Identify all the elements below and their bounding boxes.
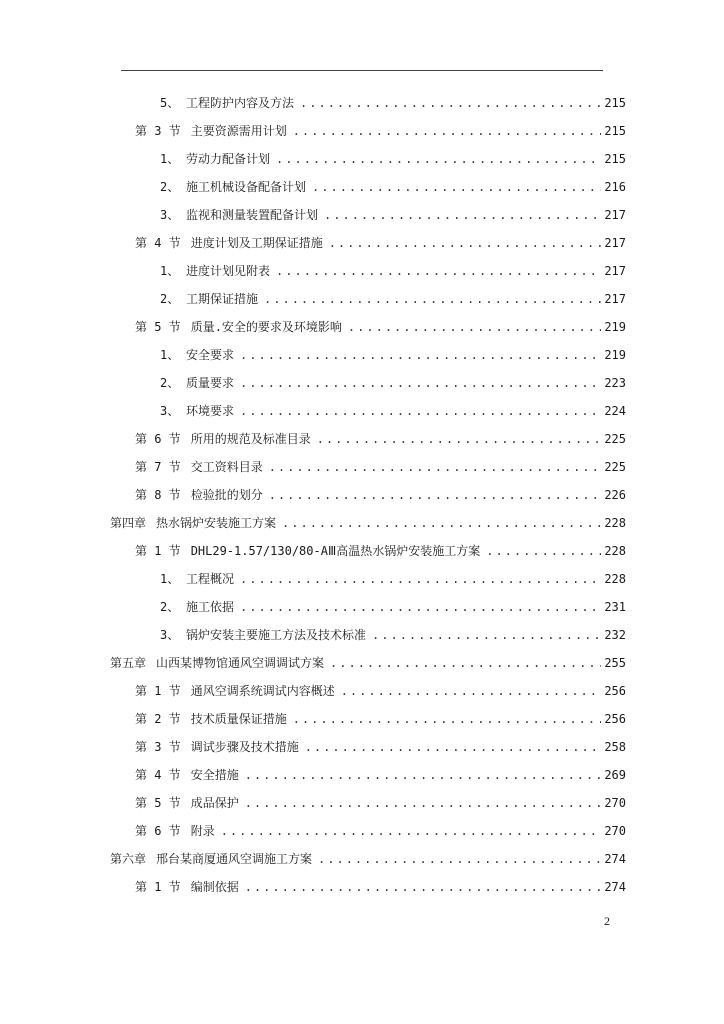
toc-entry-page: 216 <box>604 180 626 194</box>
toc-entry[interactable] <box>135 453 626 481</box>
toc-entry-page: 225 <box>604 432 626 446</box>
toc-entry-number: 第五章 <box>110 656 147 670</box>
toc-entry-number: 第 4 节 <box>135 768 181 782</box>
toc-entry-number: 1、 <box>160 348 180 362</box>
toc-entry-page: 226 <box>604 488 626 502</box>
toc-entry-page: 219 <box>604 320 626 334</box>
toc-entry-number: 2、 <box>160 180 180 194</box>
toc-entry-title: 锅炉安装主要施工方法及技术标准 <box>186 628 367 642</box>
toc-entry-page: 231 <box>604 600 626 614</box>
toc-entry[interactable] <box>160 145 626 173</box>
toc-dot-leader <box>240 565 601 593</box>
toc-entry-page: 255 <box>604 656 626 670</box>
toc-entry-number: 第 3 节 <box>135 124 181 138</box>
toc-entry-title: 质量要求 <box>186 376 235 390</box>
toc-entry-title: 工程概况 <box>186 572 235 586</box>
toc-entry-title: 施工机械设备配备计划 <box>186 180 307 194</box>
toc-entry-number: 第 1 节 <box>135 684 181 698</box>
page-number: 2 <box>604 914 610 928</box>
toc-entry[interactable] <box>135 677 626 705</box>
toc-dot-leader <box>341 677 602 705</box>
toc-entry[interactable] <box>110 845 626 873</box>
toc-entry-page: 215 <box>604 96 626 110</box>
toc-dot-leader <box>372 621 601 649</box>
toc-entry[interactable] <box>160 621 626 649</box>
toc-entry-page: 225 <box>604 460 626 474</box>
toc-entry-page: 232 <box>604 628 626 642</box>
toc-entry-number: 2、 <box>160 376 180 390</box>
toc-dot-leader <box>221 817 602 845</box>
toc-dot-leader <box>486 537 601 565</box>
toc-entry-title: 通风空调系统调试内容概述 <box>190 684 335 698</box>
toc-entry-number: 1、 <box>160 572 180 586</box>
toc-entry[interactable] <box>160 201 626 229</box>
toc-entry[interactable] <box>135 313 626 341</box>
toc-entry[interactable] <box>135 481 626 509</box>
toc-entry-title: 技术质量保证措施 <box>190 712 287 726</box>
toc-dot-leader <box>269 453 602 481</box>
toc-entry-title: 检验批的划分 <box>190 488 263 502</box>
toc-entry-page: 215 <box>604 152 626 166</box>
toc-entry-title: 监视和测量装置配备计划 <box>186 208 319 222</box>
toc-entry-title: 劳动力配备计划 <box>186 152 271 166</box>
toc-entry-title: 主要资源需用计划 <box>190 124 287 138</box>
toc-entry-number: 第 2 节 <box>135 712 181 726</box>
toc-dot-leader <box>276 257 601 285</box>
toc-dot-leader <box>300 89 601 117</box>
toc-entry-number: 第 6 节 <box>135 824 181 838</box>
toc-entry-title: 工期保证措施 <box>186 292 259 306</box>
toc-entry-number: 1、 <box>160 264 180 278</box>
toc-entry-title: 调试步骤及技术措施 <box>190 740 299 754</box>
toc-entry-number: 第四章 <box>110 516 147 530</box>
toc-entry[interactable] <box>160 369 626 397</box>
toc-entry[interactable] <box>110 509 626 537</box>
toc-entry-title: 质量.安全的要求及环境影响 <box>190 320 342 334</box>
toc-entry-number: 3、 <box>160 628 180 642</box>
toc-entry-page: 270 <box>604 824 626 838</box>
toc-dot-leader <box>312 173 601 201</box>
toc-entry[interactable] <box>160 593 626 621</box>
toc-entry-page: 217 <box>604 264 626 278</box>
toc-entry[interactable] <box>160 89 626 117</box>
toc-entry[interactable] <box>135 537 626 565</box>
toc-entry-page: 258 <box>604 740 626 754</box>
toc-entry-page: 274 <box>604 852 626 866</box>
toc-entry-page: 223 <box>604 376 626 390</box>
toc-entry-page: 228 <box>604 516 626 530</box>
toc-dot-leader <box>282 509 601 537</box>
toc-dot-leader <box>293 117 602 145</box>
toc-entry-title: 山西某博物馆通风空调调试方案 <box>156 656 325 670</box>
toc-entry[interactable] <box>160 285 626 313</box>
toc-entry-title: 工程防护内容及方法 <box>186 96 295 110</box>
toc-entry-number: 第 5 节 <box>135 796 181 810</box>
toc-entry-title: 成品保护 <box>190 796 239 810</box>
toc-dot-leader <box>264 285 601 313</box>
toc-entry-number: 第 3 节 <box>135 740 181 754</box>
toc-dot-leader <box>245 873 602 901</box>
toc-entry-title: 安全要求 <box>186 348 235 362</box>
toc-entry[interactable] <box>135 117 626 145</box>
toc-dot-leader <box>245 789 602 817</box>
toc-entry-number: 第六章 <box>110 852 147 866</box>
toc-entry[interactable] <box>160 257 626 285</box>
toc-entry-title: 安全措施 <box>190 768 239 782</box>
toc-entry-page: 270 <box>604 796 626 810</box>
toc-entry-number: 1、 <box>160 152 180 166</box>
toc-entry-page: 219 <box>604 348 626 362</box>
toc-entry-page: 217 <box>604 236 626 250</box>
toc-dot-leader <box>317 425 602 453</box>
toc-entry[interactable] <box>135 873 626 901</box>
toc-entry-title: 交工资料目录 <box>190 460 263 474</box>
toc-dot-leader <box>329 229 602 257</box>
toc-dot-leader <box>240 341 601 369</box>
toc-entry-title: DHL29-1.57/130/80-AⅢ高温热水锅炉安装施工方案 <box>190 544 481 558</box>
toc-entry-page: 228 <box>604 544 626 558</box>
toc-entry-number: 5、 <box>160 96 180 110</box>
toc-dot-leader <box>293 705 602 733</box>
toc-entry-number: 3、 <box>160 404 180 418</box>
toc-dot-leader <box>240 369 601 397</box>
toc-entry-title: 施工依据 <box>186 600 235 614</box>
toc-dot-leader <box>240 397 601 425</box>
toc-dot-leader <box>276 145 601 173</box>
toc-entry-title: 邢台某商厦通风空调施工方案 <box>156 852 313 866</box>
toc-entry-number: 2、 <box>160 600 180 614</box>
toc-entry-page: 256 <box>604 712 626 726</box>
toc-entry[interactable] <box>135 705 626 733</box>
toc-entry-page: 269 <box>604 768 626 782</box>
toc-entry-page: 256 <box>604 684 626 698</box>
toc-entry[interactable] <box>135 817 626 845</box>
toc-entry-title: 编制依据 <box>190 880 239 894</box>
toc-dot-leader <box>240 593 601 621</box>
toc-entry-title: 热水锅炉安装施工方案 <box>156 516 277 530</box>
toc-entry-number: 第 6 节 <box>135 432 181 446</box>
toc-entry[interactable] <box>135 789 626 817</box>
toc-dot-leader <box>245 761 602 789</box>
toc-entry-title: 所用的规范及标准目录 <box>190 432 311 446</box>
toc-entry[interactable] <box>160 341 626 369</box>
toc-entry-page: 274 <box>604 880 626 894</box>
toc-entry-number: 第 1 节 <box>135 880 181 894</box>
toc-dot-leader <box>348 313 601 341</box>
toc-entry-page: 228 <box>604 572 626 586</box>
toc-entry-page: 224 <box>604 404 626 418</box>
toc-entry-number: 第 1 节 <box>135 544 181 558</box>
toc-entry-number: 3、 <box>160 208 180 222</box>
header-rule <box>121 70 603 71</box>
toc-entry[interactable] <box>135 425 626 453</box>
toc-entry-number: 第 5 节 <box>135 320 181 334</box>
toc-entry[interactable] <box>135 733 626 761</box>
toc-dot-leader <box>305 733 602 761</box>
toc-entry-page: 215 <box>604 124 626 138</box>
toc-entry-number: 第 7 节 <box>135 460 181 474</box>
toc-dot-leader <box>330 649 601 677</box>
toc-entry-title: 进度计划及工期保证措施 <box>190 236 323 250</box>
toc-entry[interactable] <box>135 761 626 789</box>
toc-entry[interactable] <box>160 397 626 425</box>
toc-dot-leader <box>269 481 602 509</box>
toc-entry[interactable] <box>110 649 626 677</box>
toc-entry-title: 进度计划见附表 <box>186 264 271 278</box>
toc-entry[interactable] <box>160 173 626 201</box>
toc-entry-page: 217 <box>604 208 626 222</box>
toc-entry[interactable] <box>160 565 626 593</box>
toc-entry-number: 第 8 节 <box>135 488 181 502</box>
toc-entry-page: 217 <box>604 292 626 306</box>
toc-entry-number: 2、 <box>160 292 180 306</box>
toc-entry-number: 第 4 节 <box>135 236 181 250</box>
toc-dot-leader <box>318 845 601 873</box>
toc-entry[interactable] <box>135 229 626 257</box>
toc-dot-leader <box>324 201 601 229</box>
toc-entry-title: 附录 <box>190 824 215 838</box>
toc-entry-title: 环境要求 <box>186 404 235 418</box>
